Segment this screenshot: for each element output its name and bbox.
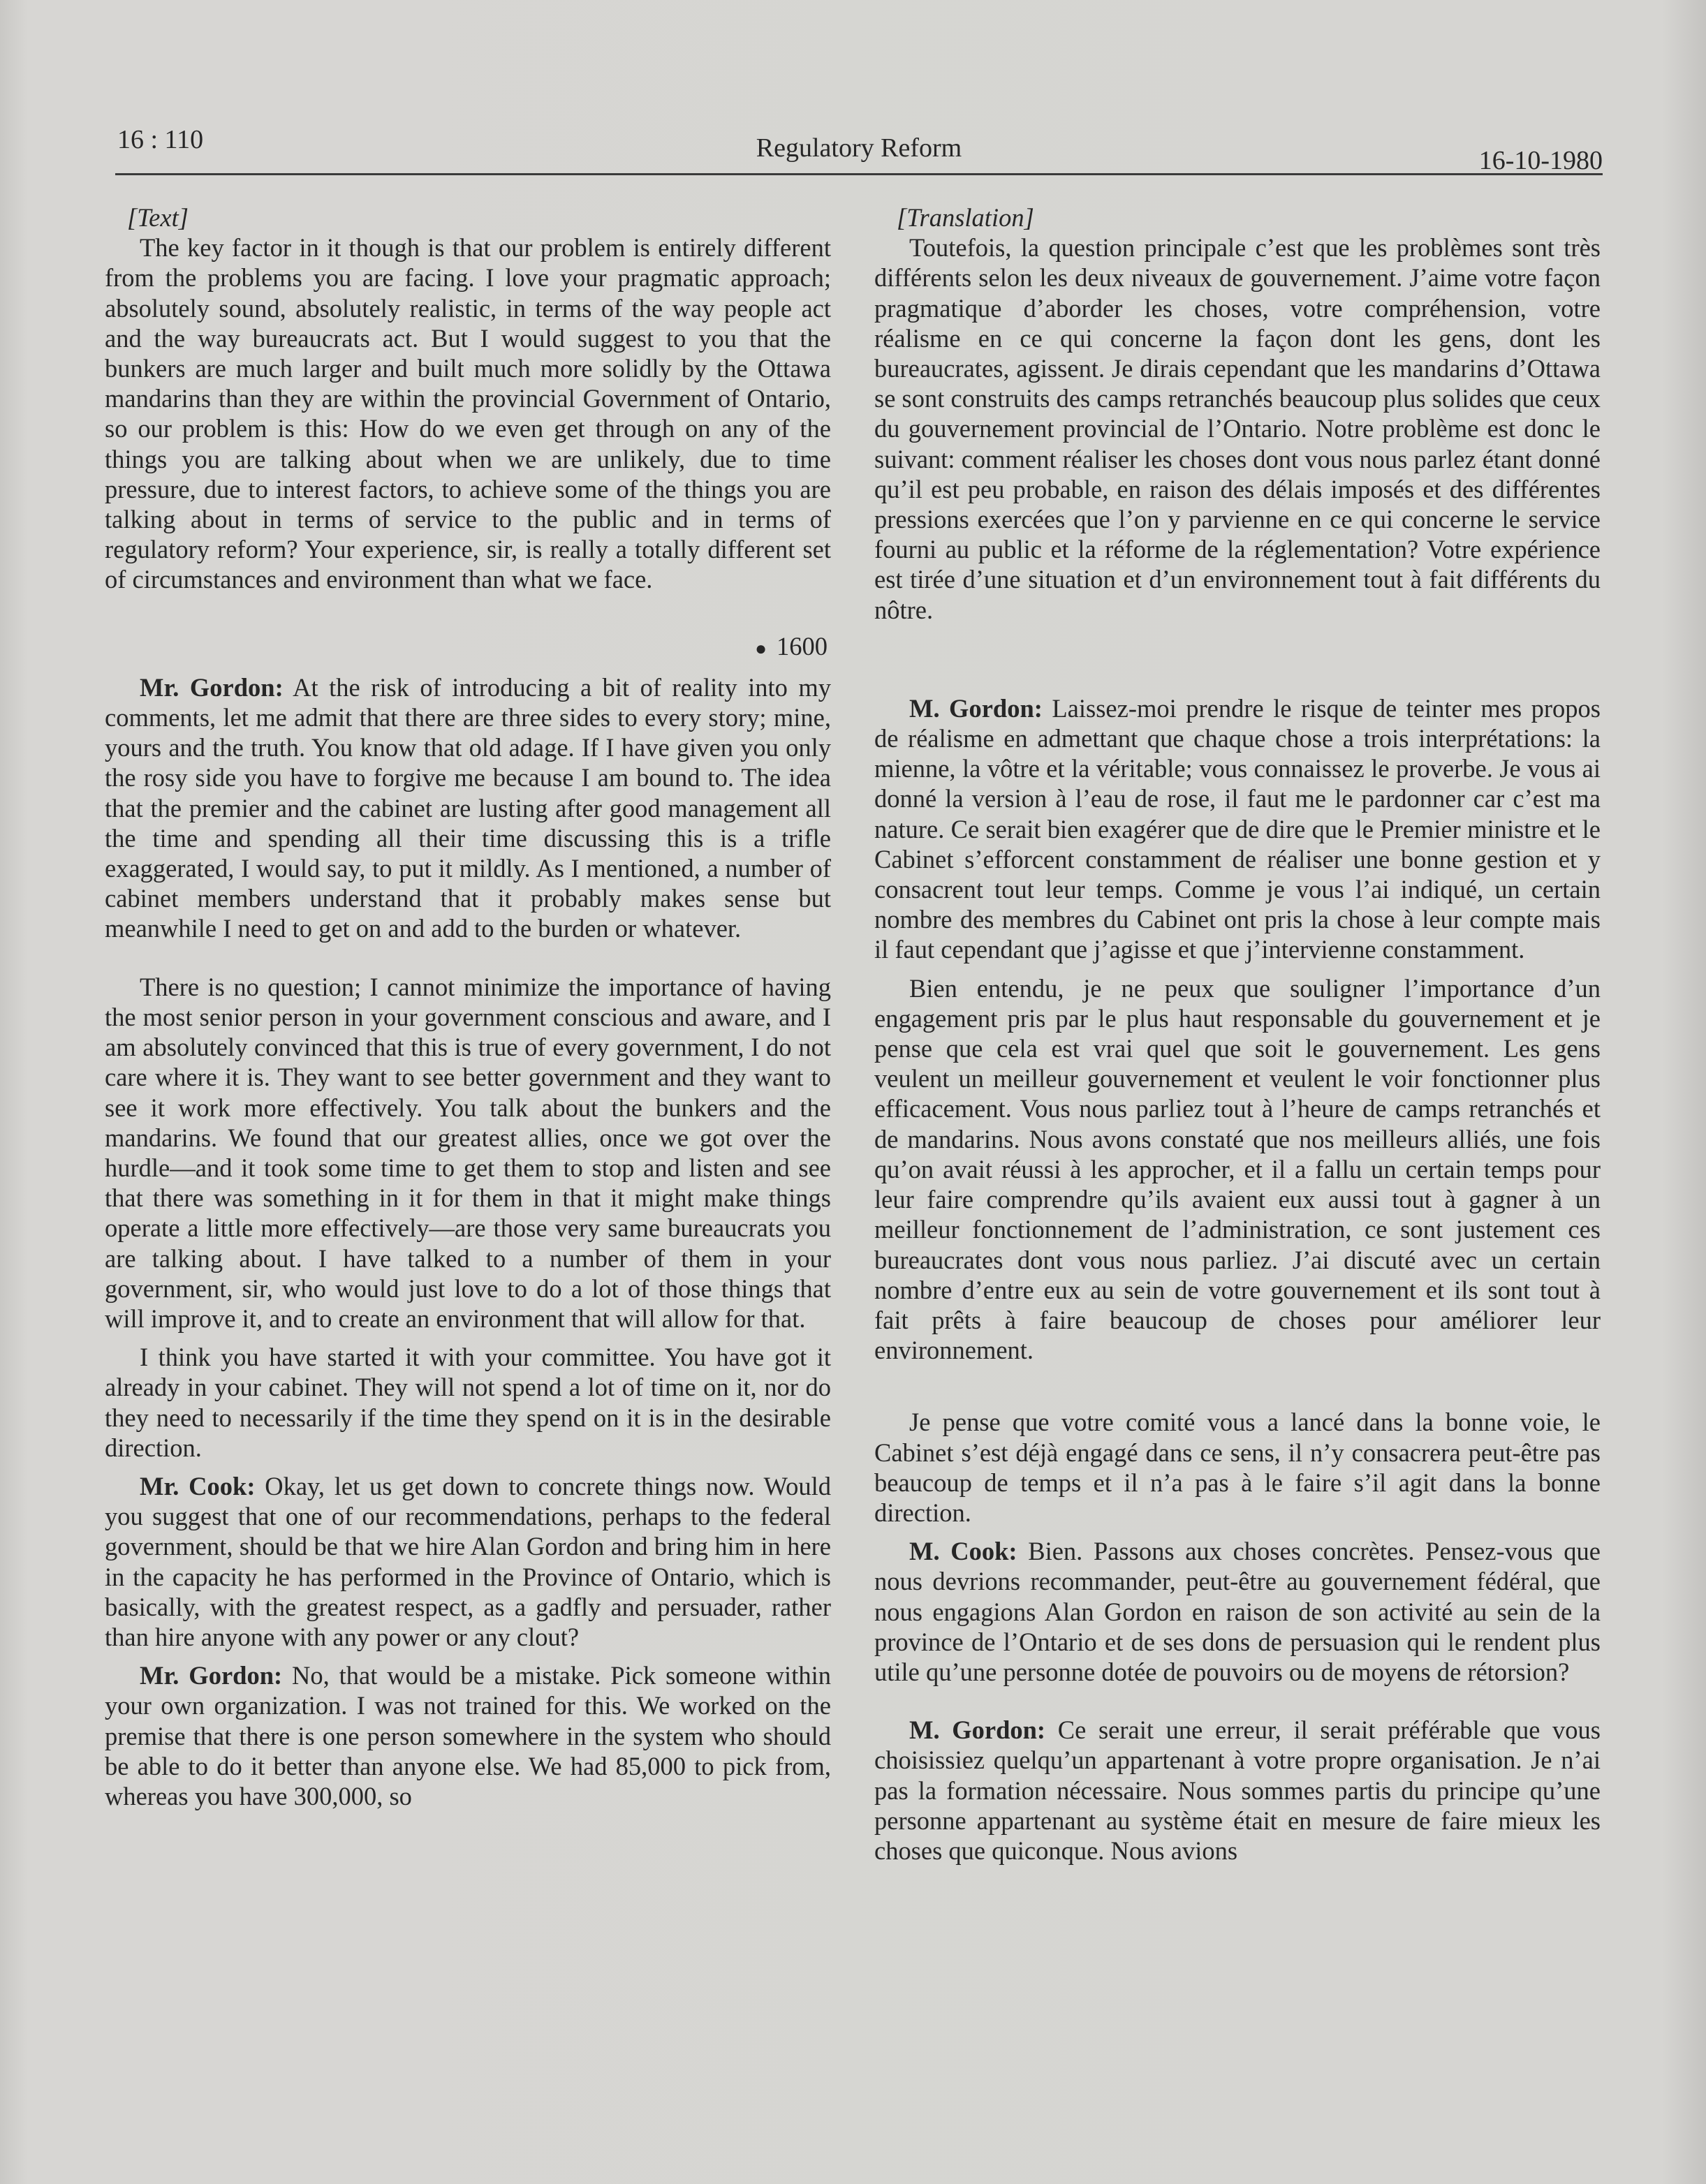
section-label-translation: [Translation] bbox=[897, 203, 1034, 232]
page-reference: 16 : 110 bbox=[117, 125, 204, 154]
english-column bbox=[105, 202, 831, 1820]
paragraph-1: Toutefois, la question principale c’est que les problèmes sont très différents selon les deux niveaux de gouvernement. J’aime votre façon pragmatique d’aborder les choses, votre compréhension, votre réalisme en ce qui concerne la façon dont les gens, dont les bureaucrates, agissent. Je dirais cependant que les mandarins d’Ottawa se sont construits des camps retranchés beaucoup plus solides que ceux du gouvernement provincial de l’Ontario. Notre problème est donc le suivant: comment réaliser les choses dont vous nous parlez étant donné qu’il est peu probable, en raison des délais imposés et des différentes pressions exercées que l’on y parvienne en ce qui concerne le service fourni au public et la réforme de la réglementation? Votre expérience est tirée d’une situation et d’un environnement tout à fait différents du nôtre. bbox=[874, 233, 1601, 624]
speaker-name: M. Gordon: bbox=[909, 693, 1043, 723]
time-marker: ● 1600 bbox=[755, 631, 828, 661]
header-date: 16-10-1980 bbox=[1478, 146, 1603, 175]
speaker-name: Mr. Gordon: bbox=[140, 1661, 283, 1690]
paragraph-4: Je pense que votre comité vous a lancé dans la bonne voie, le Cabinet s’est déjà engagé dans ce sens, il n’y consacrera peut-être pas beaucoup de temps et il n’a pas à le faire s’il agit dans la bonne direction. bbox=[874, 1408, 1601, 1527]
paragraph-2: M. Gordon: Laissez-moi prendre le risque de teinter mes propos de réalisme en admettant que chaque chose a trois interprétations: la mienne, la vôtre et la véritable; vous connaissez le proverbe. Je vous ai donné la version à l’eau de rose, il faut me le pardonner car c’est ma nature. Ce serait bien exagérer que de dire que le Premier ministre et le Cabinet s’efforcent constamment de réaliser une bonne gestion et y consacrent tout leur temps. Comme je vous l’ai indiqué, un certain nombre des membres du Cabinet ont pris la chose à leur compte mais il faut cependant que j’agisse et que j’intervienne constamment. bbox=[874, 693, 1601, 964]
paragraph-5: Mr. Cook: Okay, let us get down to concrete things now. Would you suggest that one of our recommendations, perhaps to the federal government, should be that we hire Alan Gordon and bring him in here in the capacity he has performed in the Province of Ontario, which is basically, with the greatest respect, as a gadfly and persuader, rather than hire anyone with any power or any clout? bbox=[105, 1471, 831, 1651]
paragraph-2: Mr. Gordon: At the risk of introducing a bit of reality into my comments, let me admit that there are three sides to every story; mine, yours and the truth. You know that old adage. If I have given you only the rosy side you have to forgive me because I am bound to. The idea that the premier and the cabinet are lusting after good management all the time and spending all their time discussing this is a trifle exaggerated, I would say, to put it mildly. As I mentioned, a number of cabinet members understand that it probably makes sense but meanwhile I need to get on and add to the burden or whatever. bbox=[105, 672, 831, 943]
paragraph-5: M. Cook: Bien. Passons aux choses concrètes. Pensez-vous que nous devrions recommander, peut-être au gouvernement fédéral, que nous engagions Alan Gordon en raison de son activité au sein de la province de l’Ontario et de ses dons de persuasion qui le rendent plus utile qu’une personne dotée de pouvoirs ou de moyens de rétorsion? bbox=[874, 1537, 1601, 1686]
speaker-name: Mr. Cook: bbox=[140, 1471, 256, 1500]
paragraph-1: The key factor in it though is that our problem is entirely different from the problems you are facing. I love your pragmatic approach; absolutely sound, absolutely realistic, in terms of the way people act and the way bureaucrats act. But I would suggest to you that the bunkers are much larger and built much more solidly by the Ottawa mandarins than they are within the provincial Government of Ontario, so our problem is this: How do we even get through on any of the things you are talking about when we are unlikely, due to time pressure, due to interest factors, to achieve some of the things you are talking about in terms of service to the public and in terms of regulatory reform? Your experience, sir, is really a totally different set of circumstances and environment than what we face. bbox=[105, 233, 831, 594]
speaker-name: Mr. Gordon: bbox=[140, 672, 284, 702]
paragraph-4: I think you have started it with your committee. You have got it already in your cabinet. They will not spend a lot of time on it, nor do they need to necessarily if the time they spend on it is in the desirable direction. bbox=[105, 1343, 831, 1462]
speaker-name: M. Gordon: bbox=[909, 1716, 1046, 1745]
french-column bbox=[874, 202, 1601, 1874]
bullet-icon: ● bbox=[755, 637, 767, 660]
paragraph-3: There is no question; I cannot minimize the importance of having the most senior person in your government conscious and aware, and I am absolutely convinced that this is true of every government, I do not care where it is. They want to see better government and they want to see it work more effectively. You talk about the bunkers and the mandarins. We found that our greatest allies, once we got over the hurdle—and it took some time to get them to stop and listen and see that there was something in it for them in that it might make things operate a little more effectively—are those very same bureaucrats you are talking about. I have talked to a number of them in your government, sir, who would just love to do a lot of those things that will improve it, and to create an environment that will allow for that. bbox=[105, 972, 831, 1333]
paragraph-6: Mr. Gordon: No, that would be a mistake. Pick someone within your own organization. I was not trained for this. We worked on the premise that there is one person somewhere in the system who should be able to do it better than anyone else. We had 85,000 to pick from, whereas you have 300,000, so bbox=[105, 1661, 831, 1810]
paragraph-3: Bien entendu, je ne peux que souligner l’importance d’un engagement pris par le plus haut responsable du gouvernement et je pense que cela est vrai quel que soit le gouvernement. Les gens veulent un meilleur gouvernement et veulent le voir fonctionner plus efficacement. Vous nous parliez tout à l’heure de camps retranchés et de mandarins. Nous avons constaté que nos meilleurs alliés, une fois qu’on avait réussi à les approcher, et il a fallu un certain temps pour leur faire comprendre qu’ils avaient eux aussi tout à gagner à un meilleur fonctionnement de l’administration, ce sont justement ces bureaucrates dont vous nous parliez. J’ai discuté avec un certain nombre d’entre eux au sein de votre gouvernement et ils sont tout à fait prêts à faire beaucoup de choses pour améliorer leur environnement. bbox=[874, 973, 1601, 1365]
speaker-name: M. Cook: bbox=[909, 1537, 1017, 1566]
paragraph-6: M. Gordon: Ce serait une erreur, il serait préférable que vous choisissiez quelqu’un appartenant à votre propre organisation. Je n’ai pas la formation nécessaire. Nous sommes partis du principe qu’une personne appartenant au système était en mesure de faire mieux les choses que quiconque. Nous avions bbox=[874, 1716, 1601, 1865]
running-header bbox=[115, 124, 1603, 175]
publication-title: Regulatory Reform bbox=[756, 133, 962, 163]
section-label-text: [Text] bbox=[127, 203, 189, 232]
